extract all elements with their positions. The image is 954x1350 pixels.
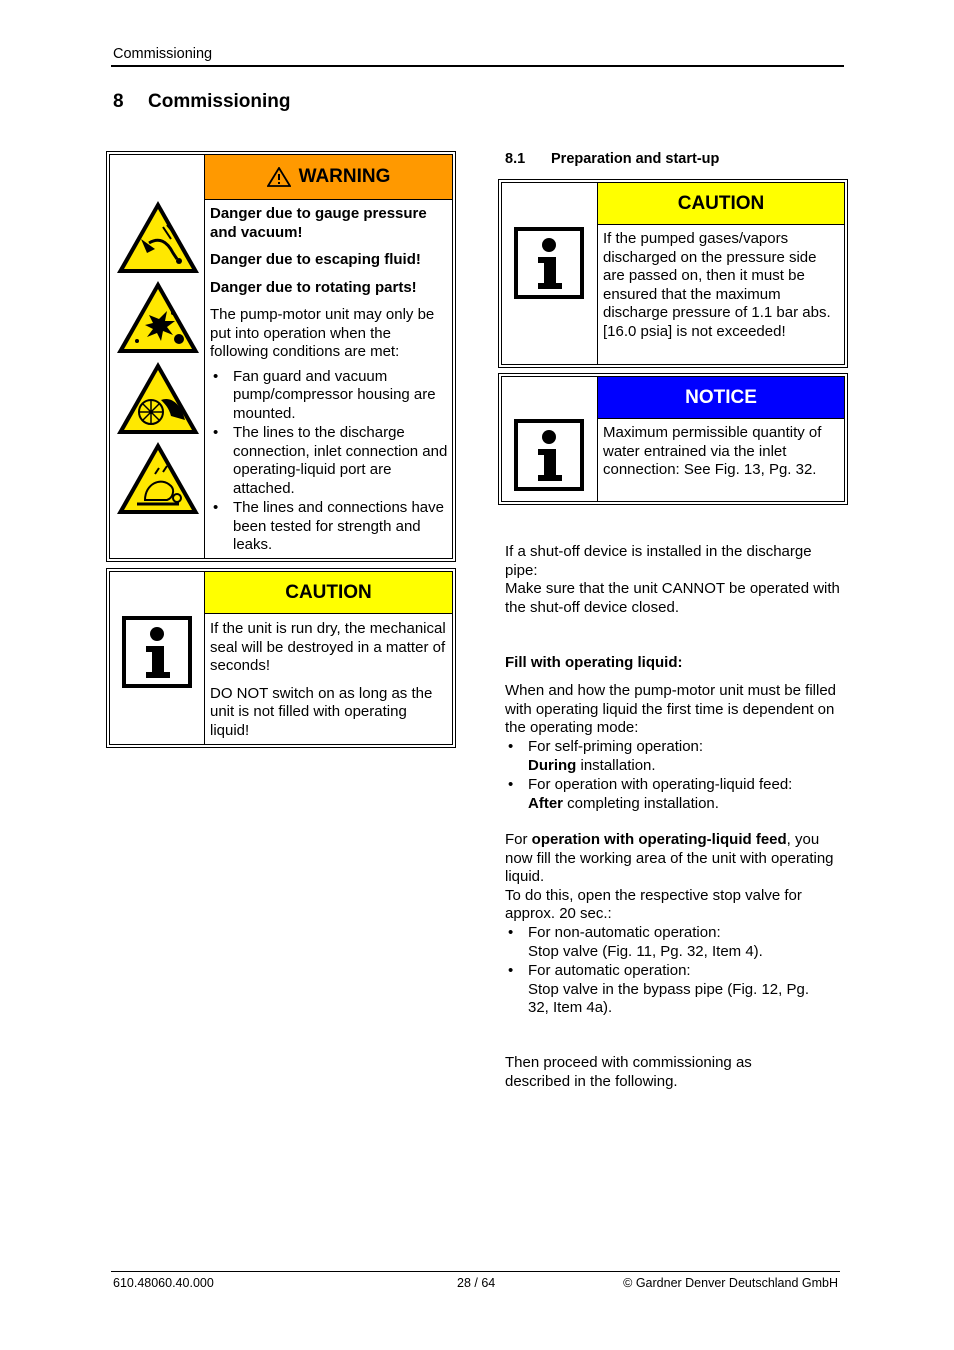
caution-banner xyxy=(598,183,844,225)
caution-content xyxy=(598,225,844,341)
warning-content xyxy=(205,200,452,555)
fill-heading: Fill with operating liquid: xyxy=(505,654,683,671)
conditions-list xyxy=(210,368,448,555)
caution-box-discharge xyxy=(498,179,848,368)
feed-pre: For xyxy=(505,831,532,848)
feed-bold: operation with operating-liquid feed xyxy=(531,831,787,848)
list-item xyxy=(505,924,845,961)
info-icon-column xyxy=(502,183,598,364)
operating-modes xyxy=(505,738,845,814)
mode-timing xyxy=(528,795,845,814)
subsection-number: 8.1 xyxy=(505,151,526,167)
info-icon-column xyxy=(502,377,598,501)
caution-text: If the pumped gases/vapors discharged on the pressure side are passed on, then it must be ensured that the maximum discharge pressure of 1.1 bar abs. [16.0 psia] is not exceeded! xyxy=(603,230,831,340)
notice-box xyxy=(498,373,848,505)
valve-label: • For non-automatic operation: xyxy=(528,924,721,941)
mode-label: • For operation with operating-liquid feed: xyxy=(528,776,793,793)
warning-box xyxy=(106,151,456,562)
caution-label: CAUTION xyxy=(285,581,372,603)
list-item xyxy=(505,962,845,1018)
hazard-icons-column xyxy=(110,155,205,558)
notice-label: NOTICE xyxy=(685,386,757,408)
footer-copyright: © Gardner Denver Deutschland GmbH xyxy=(623,1276,838,1290)
valve-label: • For automatic operation: xyxy=(528,962,691,979)
shutoff-line: Make sure that the unit CANNOT be operated with the shut-off device closed. xyxy=(505,580,840,616)
hazard-text: Danger due to rotating parts! xyxy=(210,278,417,296)
running-header: Commissioning xyxy=(113,46,213,62)
closing-paragraph: Then proceed with commissioning as described in the following. xyxy=(505,1054,752,1090)
warning-label: WARNING xyxy=(298,166,391,187)
info-icon xyxy=(122,616,192,688)
warning-intro: The pump-motor unit may only be put into operation when the following conditions are met: xyxy=(210,306,435,360)
footer-doc-number: 610.48060.40.000 xyxy=(113,1276,214,1290)
notice-text: Maximum permissible quantity of water entrained via the inlet connection: See Fig. 13, Pg. 32. xyxy=(603,424,822,478)
shutoff-line: If a shut-off device is installed in the discharge pipe: xyxy=(505,543,812,579)
info-icon-column xyxy=(110,572,205,744)
footer-page-number: 28 / 64 xyxy=(457,1276,496,1290)
list-item xyxy=(505,738,845,775)
section-title: Commissioning xyxy=(148,91,291,112)
notice-banner xyxy=(598,377,844,419)
list-item: • Fan guard and vacuum pump/compressor housing are mounted. xyxy=(210,368,448,424)
caution-box-dry-run xyxy=(106,568,456,748)
feed-post: , you now fill the working area of the unit with operating liquid. xyxy=(505,831,834,885)
mode-timing-rest: completing installation. xyxy=(563,794,719,812)
fill-intro: When and how the pump-motor unit must be filled with operating liquid the first time is dependent on the operating mode: xyxy=(505,682,837,736)
subsection-heading xyxy=(505,151,719,167)
rotating-fan-hazard-icon xyxy=(115,360,201,436)
caution-content xyxy=(205,614,452,740)
footer-rule xyxy=(111,1271,840,1272)
list-item: • The lines and connections have been tested for strength and leaks. xyxy=(210,499,448,555)
info-icon xyxy=(514,419,584,491)
mode-timing-bold: After xyxy=(528,794,564,812)
warning-banner xyxy=(205,155,452,200)
notice-content xyxy=(598,419,844,480)
hazard-text: Danger due to gauge pressure and vacuum! xyxy=(210,205,427,241)
mode-timing-rest: installation. xyxy=(576,756,656,774)
caution-text: If the unit is run dry, the mechanical seal will be destroyed in a matter of seconds! xyxy=(210,620,446,674)
gauge-pressure-hazard-icon xyxy=(115,199,201,275)
info-icon xyxy=(514,227,584,299)
mode-timing xyxy=(528,757,845,776)
header-rule xyxy=(111,65,844,67)
subsection-title: Preparation and start-up xyxy=(551,151,720,167)
valve-list xyxy=(505,924,845,1019)
valve-detail: Stop valve in the bypass pipe (Fig. 12, Pg. 32, Item 4a). xyxy=(528,980,809,1016)
list-item: • The lines to the discharge connection, inlet connection and operating-liquid port are attached. xyxy=(210,424,448,498)
list-item xyxy=(505,776,845,813)
stop-valve-text: To do this, open the respective stop valve for approx. 20 sec.: xyxy=(505,886,802,922)
feed-paragraph xyxy=(505,831,845,924)
explosion-hazard-icon xyxy=(115,279,201,355)
mode-timing-bold: During xyxy=(528,756,577,774)
valve-detail: Stop valve (Fig. 11, Pg. 32, Item 4). xyxy=(528,942,763,960)
caution-banner xyxy=(205,572,452,614)
section-heading xyxy=(113,91,291,113)
caution-label: CAUTION xyxy=(677,192,765,214)
mode-label: • For self-priming operation: xyxy=(528,738,704,755)
hazard-text: Danger due to escaping fluid! xyxy=(210,251,421,268)
caution-text: DO NOT switch on as long as the unit is not filled with operating liquid! xyxy=(210,684,433,739)
warning-triangle-icon xyxy=(267,167,291,187)
hot-liquid-hazard-icon xyxy=(115,440,201,516)
shutoff-paragraph xyxy=(505,543,845,617)
section-number: 8 xyxy=(113,91,124,112)
